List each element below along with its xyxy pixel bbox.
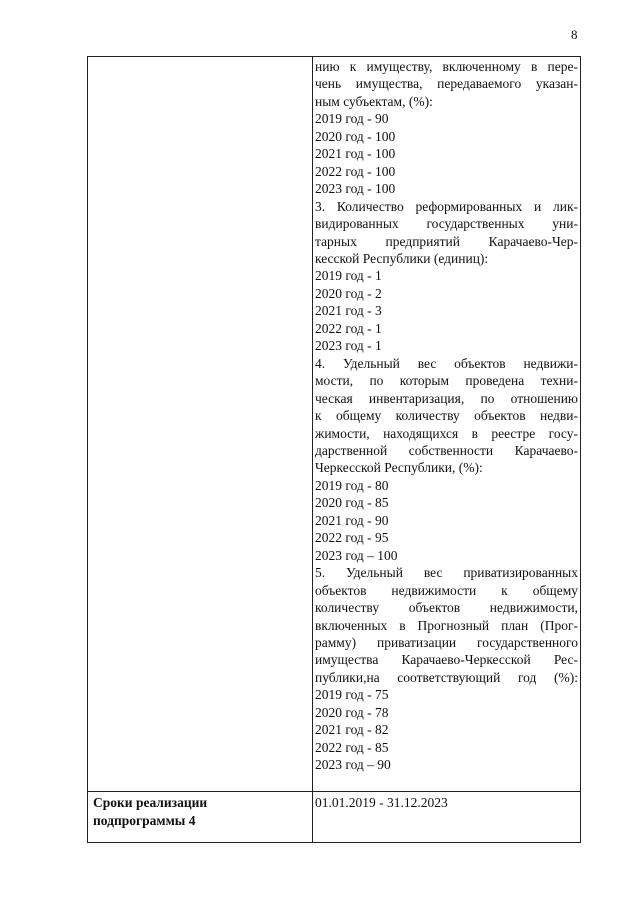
text-line: 2020 год - 78: [315, 704, 389, 720]
text-line: жимости, находящихся в реестре госу-: [315, 425, 578, 441]
text-line: 2022 год - 95: [315, 530, 389, 546]
text-line: 2020 год - 85: [315, 495, 389, 511]
label-line: Сроки реализации: [93, 795, 208, 810]
text-line: 2023 год - 1: [315, 338, 382, 354]
text-line: 2019 год - 75: [315, 687, 389, 703]
text-line: 2021 год - 3: [315, 303, 382, 319]
text-line: 2021 год - 82: [315, 722, 389, 738]
indicators-cell: [315, 58, 578, 774]
text-line: мости, по которым проведена техни-: [315, 373, 578, 389]
text-line: к общему количеству объектов недви-: [315, 408, 578, 424]
implementation-period-value: 01.01.2019 - 31.12.2023: [315, 795, 448, 810]
text-line: чень имущества, передаваемого указан-: [315, 76, 578, 92]
text-line: 2020 год - 2: [315, 285, 382, 301]
text-line: 2021 год - 100: [315, 146, 396, 162]
implementation-period-label: [93, 794, 308, 829]
text-line: 2023 год – 90: [315, 757, 391, 773]
text-line: нию к имуществу, включенному в пере-: [315, 59, 578, 74]
text-line: тарных предприятий Карачаево-Чер-: [315, 233, 578, 249]
text-line: объектов недвижимости к общему: [315, 582, 578, 598]
text-line: кесской Республики (единиц):: [315, 250, 489, 266]
text-line: 3. Количество реформированных и лик-: [315, 198, 578, 214]
text-line: видированных государственных уни-: [315, 216, 578, 232]
text-line: 2023 год - 100: [315, 181, 396, 197]
text-line: ческая инвентаризация, по отношению: [315, 390, 578, 406]
text-line: публики,на соответствующий год (%):: [315, 669, 578, 685]
text-line: дарственной собственности Карачаево-: [315, 442, 578, 458]
text-line: 4. Удельный вес объектов недвижи-: [315, 355, 578, 371]
text-line: 2019 год - 80: [315, 477, 389, 493]
page-number: 8: [571, 27, 578, 42]
text-line: количеству объектов недвижимости,: [315, 600, 578, 616]
text-line: 2019 год - 90: [315, 111, 389, 127]
text-line: 2019 год - 1: [315, 268, 382, 284]
text-line: 2021 год - 90: [315, 512, 389, 528]
passport-table: [87, 56, 581, 843]
text-line: Черкесской Республики, (%):: [315, 460, 483, 476]
label-line: подпрограммы 4: [93, 812, 196, 828]
text-line: рамму) приватизации государственного: [315, 634, 578, 650]
text-line: ным субъектам, (%):: [315, 93, 433, 109]
text-line: 2022 год - 85: [315, 739, 389, 755]
text-line: 2020 год - 100: [315, 128, 396, 144]
text-line: 2022 год - 1: [315, 320, 382, 336]
text-line: имущества Карачаево-Черкесской Рес-: [315, 652, 578, 668]
text-line: 2022 год - 100: [315, 163, 396, 179]
text-line: 5. Удельный вес приватизированных: [315, 565, 578, 581]
column-divider: [312, 57, 313, 842]
row-divider: [88, 791, 580, 792]
text-line: 2023 год – 100: [315, 547, 398, 563]
text-line: включенных в Прогнозный план (Прог-: [315, 617, 578, 633]
